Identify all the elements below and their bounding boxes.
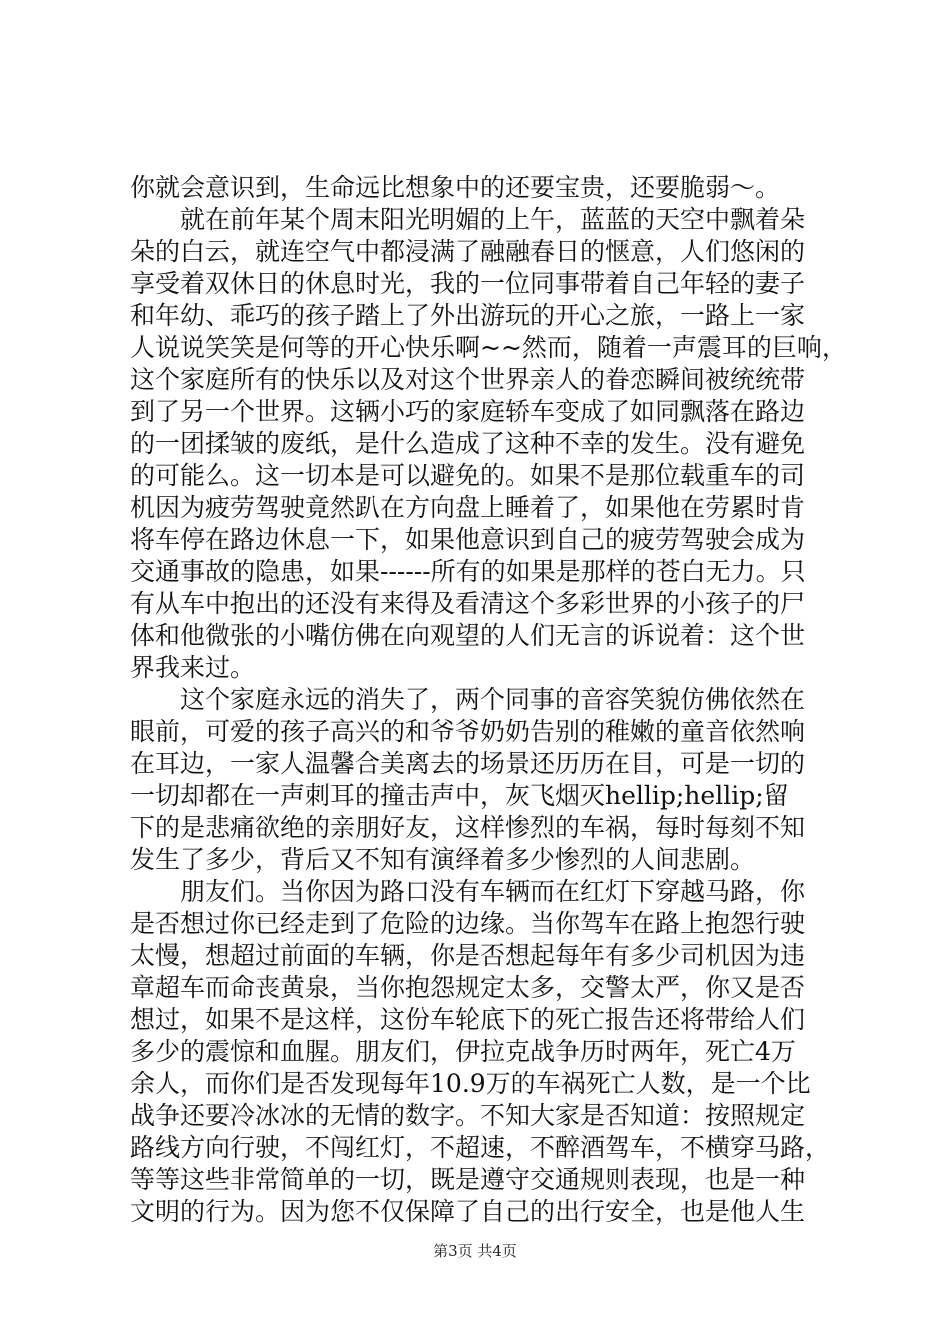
text-line: 路线方向行驶，不闯红灯，不超速，不醉酒驾车，不横穿马路， — [130, 1133, 831, 1162]
text-line: 眼前，可爱的孩子高兴的和爷爷奶奶告别的稚嫩的童音依然响 — [130, 717, 806, 746]
text-line: 这个家庭所有的快乐以及对这个世界亲人的眷恋瞬间被统统带 — [130, 365, 806, 394]
text-line: 有从车中抱出的还没有来得及看清这个多彩世界的小孩子的尸 — [130, 589, 806, 618]
text-line: 和年幼、乖巧的孩子踏上了外出游玩的开心之旅，一路上一家 — [130, 301, 806, 330]
text-line: 等等这些非常简单的一切，既是遵守交通规则表现，也是一种 — [130, 1165, 806, 1194]
text-line: 是否想过你已经走到了危险的边缘。当你驾车在路上抱怨行驶 — [130, 909, 806, 938]
text-line: 的可能么。这一切本是可以避免的。如果不是那位载重车的司 — [130, 461, 806, 490]
text-line: 文明的行为。因为您不仅保障了自己的出行安全，也是他人生 — [130, 1197, 806, 1226]
text-line: 界我来过。 — [130, 653, 256, 682]
text-line: 将车停在路边休息一下，如果他意识到自己的疲劳驾驶会成为 — [130, 525, 806, 554]
text-line: 在耳边，一家人温馨合美离去的场景还历历在目，可是一切的 — [130, 749, 806, 778]
text-line: 战争还要冷冰冰的无情的数字。不知大家是否知道：按照规定 — [130, 1101, 806, 1130]
text-line: 这个家庭永远的消失了，两个同事的音容笑貌仿佛依然在 — [130, 685, 806, 714]
page-number-footer: 第3页 共4页 — [433, 1242, 517, 1260]
text-line: 太慢，想超过前面的车辆，你是否想起每年有多少司机因为违 — [130, 941, 806, 970]
text-line: 发生了多少，背后又不知有演绎着多少惨烈的人间悲剧。 — [130, 845, 756, 874]
text-line: 就在前年某个周末阳光明媚的上午，蓝蓝的天空中飘着朵 — [130, 205, 806, 234]
text-line: 体和他微张的小嘴仿佛在向观望的人们无言的诉说着：这个世 — [130, 621, 806, 650]
text-line: 你就会意识到，生命远比想象中的还要宝贵，还要脆弱～。 — [130, 173, 781, 202]
text-line: 人说说笑笑是何等的开心快乐啊~~然而，随着一声震耳的巨响， — [130, 333, 847, 362]
text-line: 一切却都在一声刺耳的撞击声中，灰飞烟灭hellip;hellip;留 — [130, 781, 789, 810]
text-line: 余人，而你们是否发现每年10.9万的车祸死亡人数，是一个比 — [130, 1069, 811, 1098]
text-line: 章超车而命丧黄泉，当你抱怨规定太多，交警太严，你又是否 — [130, 973, 806, 1002]
text-line: 下的是悲痛欲绝的亲朋好友，这样惨烈的车祸，每时每刻不知 — [130, 813, 806, 842]
text-line: 多少的震惊和血腥。朋友们，伊拉克战争历时两年，死亡4万 — [130, 1037, 796, 1066]
text-line: 交通事故的隐患，如果------所有的如果是那样的苍白无力。只 — [130, 557, 806, 586]
text-line: 朋友们。当你因为路口没有车辆而在红灯下穿越马路，你 — [130, 877, 806, 906]
text-line: 享受着双休日的休息时光，我的一位同事带着自己年轻的妻子 — [130, 269, 806, 298]
text-line: 到了另一个世界。这辆小巧的家庭轿车变成了如同飘落在路边 — [130, 397, 806, 426]
text-line: 的一团揉皱的废纸，是什么造成了这种不幸的发生。没有避免 — [130, 429, 806, 458]
text-line: 想过，如果不是这样，这份车轮底下的死亡报告还将带给人们 — [130, 1005, 806, 1034]
text-line: 机因为疲劳驾驶竟然趴在方向盘上睡着了，如果他在劳累时肯 — [130, 493, 806, 522]
text-line: 朵的白云，就连空气中都浸满了融融春日的惬意，人们悠闲的 — [130, 237, 806, 266]
document-body — [130, 172, 847, 1228]
